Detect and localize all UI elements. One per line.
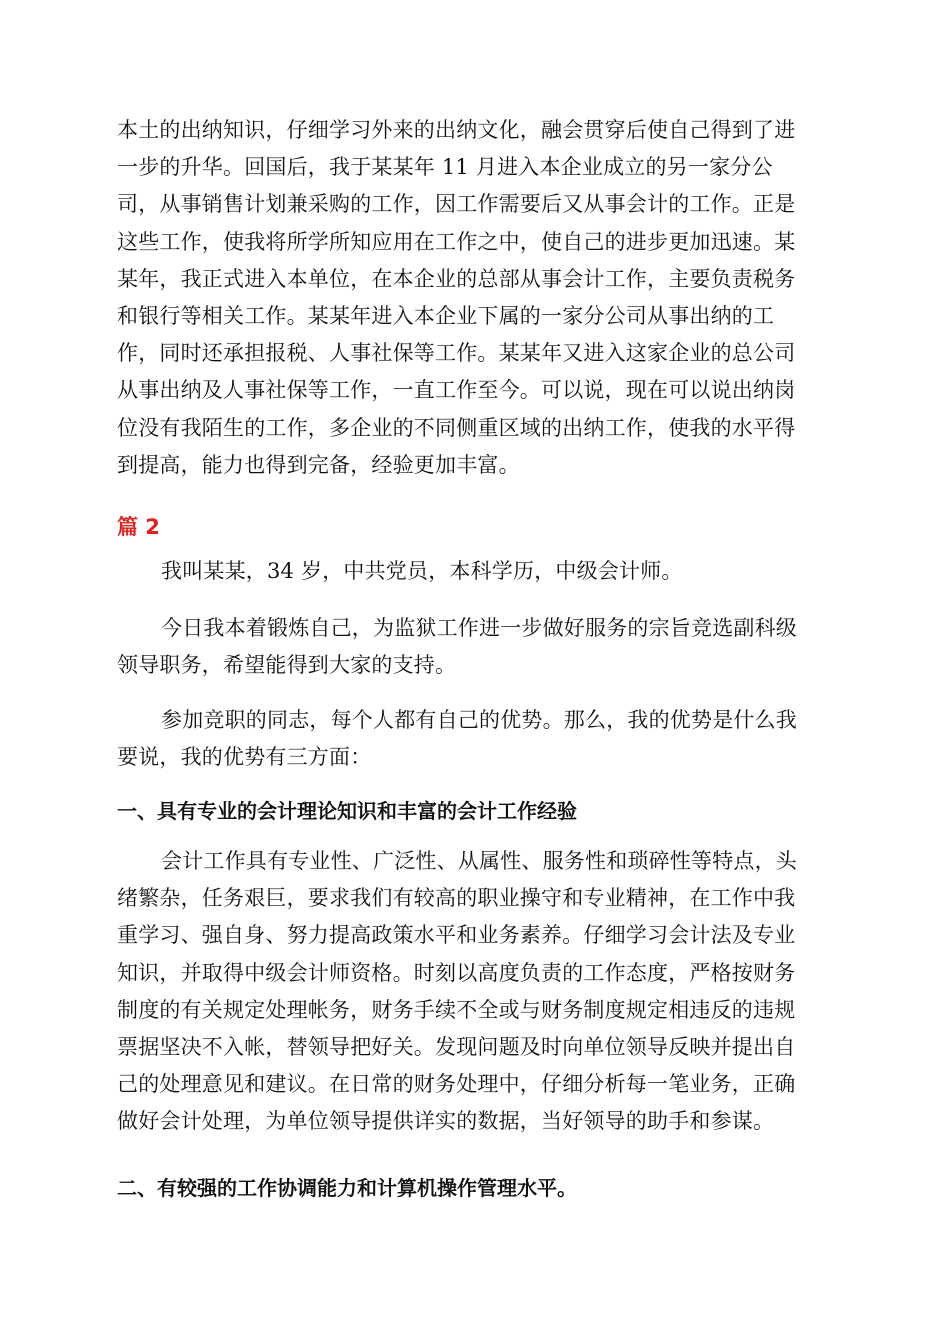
text-line: 作，同时还承担报税、人事社保等工作。某某年又进入这家企业的总公司: [117, 341, 796, 366]
text-line: 己的处理意见和建议。在日常的财务处理中，仔细分析每一笔业务，正确: [117, 1072, 796, 1097]
text-line: 参加竞职的同志，每个人都有自己的优势。那么，我的优势是什么我: [161, 708, 797, 732]
text-line: 一步的升华。回国后，我于某某年 11 月进入本企业成立的另一家分公: [117, 155, 773, 180]
text-line: 本土的出纳知识，仔细学习外来的出纳文化，融会贯穿后使自己得到了进: [117, 118, 796, 142]
text-line: 和银行等相关工作。某某年进入本企业下属的一家分公司从事出纳的工: [117, 304, 775, 329]
text-line: 今日我本着锻炼自己，为监狱工作进一步做好服务的宗旨竞选副科级: [161, 616, 797, 640]
text-line: 从事出纳及人事社保等工作，一直工作至今。可以说，现在可以说出纳岗: [117, 378, 796, 403]
paragraph-continuation: [117, 112, 837, 484]
paragraph-purpose: [117, 610, 837, 684]
text-line: 到提高，能力也得到完备，经验更加丰富。: [117, 452, 520, 477]
text-line: 重学习、强自身、努力提高政策水平和业务素养。仔细学习会计法及专业: [117, 923, 796, 948]
text-line: 位没有我陌生的工作，多企业的不同侧重区域的出纳工作，使我的水平得: [117, 415, 796, 440]
text-line: 票据坚决不入帐，替领导把好关。发现问题及时向单位领导反映并提出自: [117, 1035, 796, 1060]
text-line: 领导职务，希望能得到大家的支持。: [117, 653, 457, 678]
paragraph-body-1: [117, 843, 837, 1141]
paragraph-intro: [117, 553, 837, 590]
section-heading-1: 一、具有专业的会计理论知识和丰富的会计工作经验: [117, 799, 577, 823]
text-line: 司，从事销售计划兼采购的工作，因工作需要后又从事会计的工作。正是: [117, 192, 796, 217]
text-line: 做好会计处理，为单位领导提供详实的数据，当好领导的助手和参谋。: [117, 1109, 775, 1134]
text-line: 绪繁杂，任务艰巨，要求我们有较高的职业操守和专业精神，在工作中我: [117, 886, 796, 911]
text-line: 这些工作，使我将所学所知应用在工作之中，使自己的进步更加迅速。某: [117, 229, 796, 254]
text-line: 我叫某某，34 岁，中共党员，本科学历，中级会计师。: [161, 559, 683, 583]
text-line: 知识，并取得中级会计师资格。时刻以高度负责的工作态度，严格按财务: [117, 960, 796, 985]
text-line: 某年，我正式进入本单位，在本企业的总部从事会计工作，主要负责税务: [117, 266, 796, 291]
text-line: 会计工作具有专业性、广泛性、从属性、服务性和琐碎性等特点，头: [161, 849, 797, 873]
section-label: 篇 2: [117, 515, 160, 539]
text-line: 要说，我的优势有三方面：: [117, 745, 372, 770]
text-line: 制度的有关规定处理帐务，财务手续不全或与财务制度规定相违反的违规: [117, 997, 796, 1022]
paragraph-advantages: [117, 702, 837, 776]
section-heading-2: 二、有较强的工作协调能力和计算机操作管理水平。: [117, 1176, 577, 1200]
